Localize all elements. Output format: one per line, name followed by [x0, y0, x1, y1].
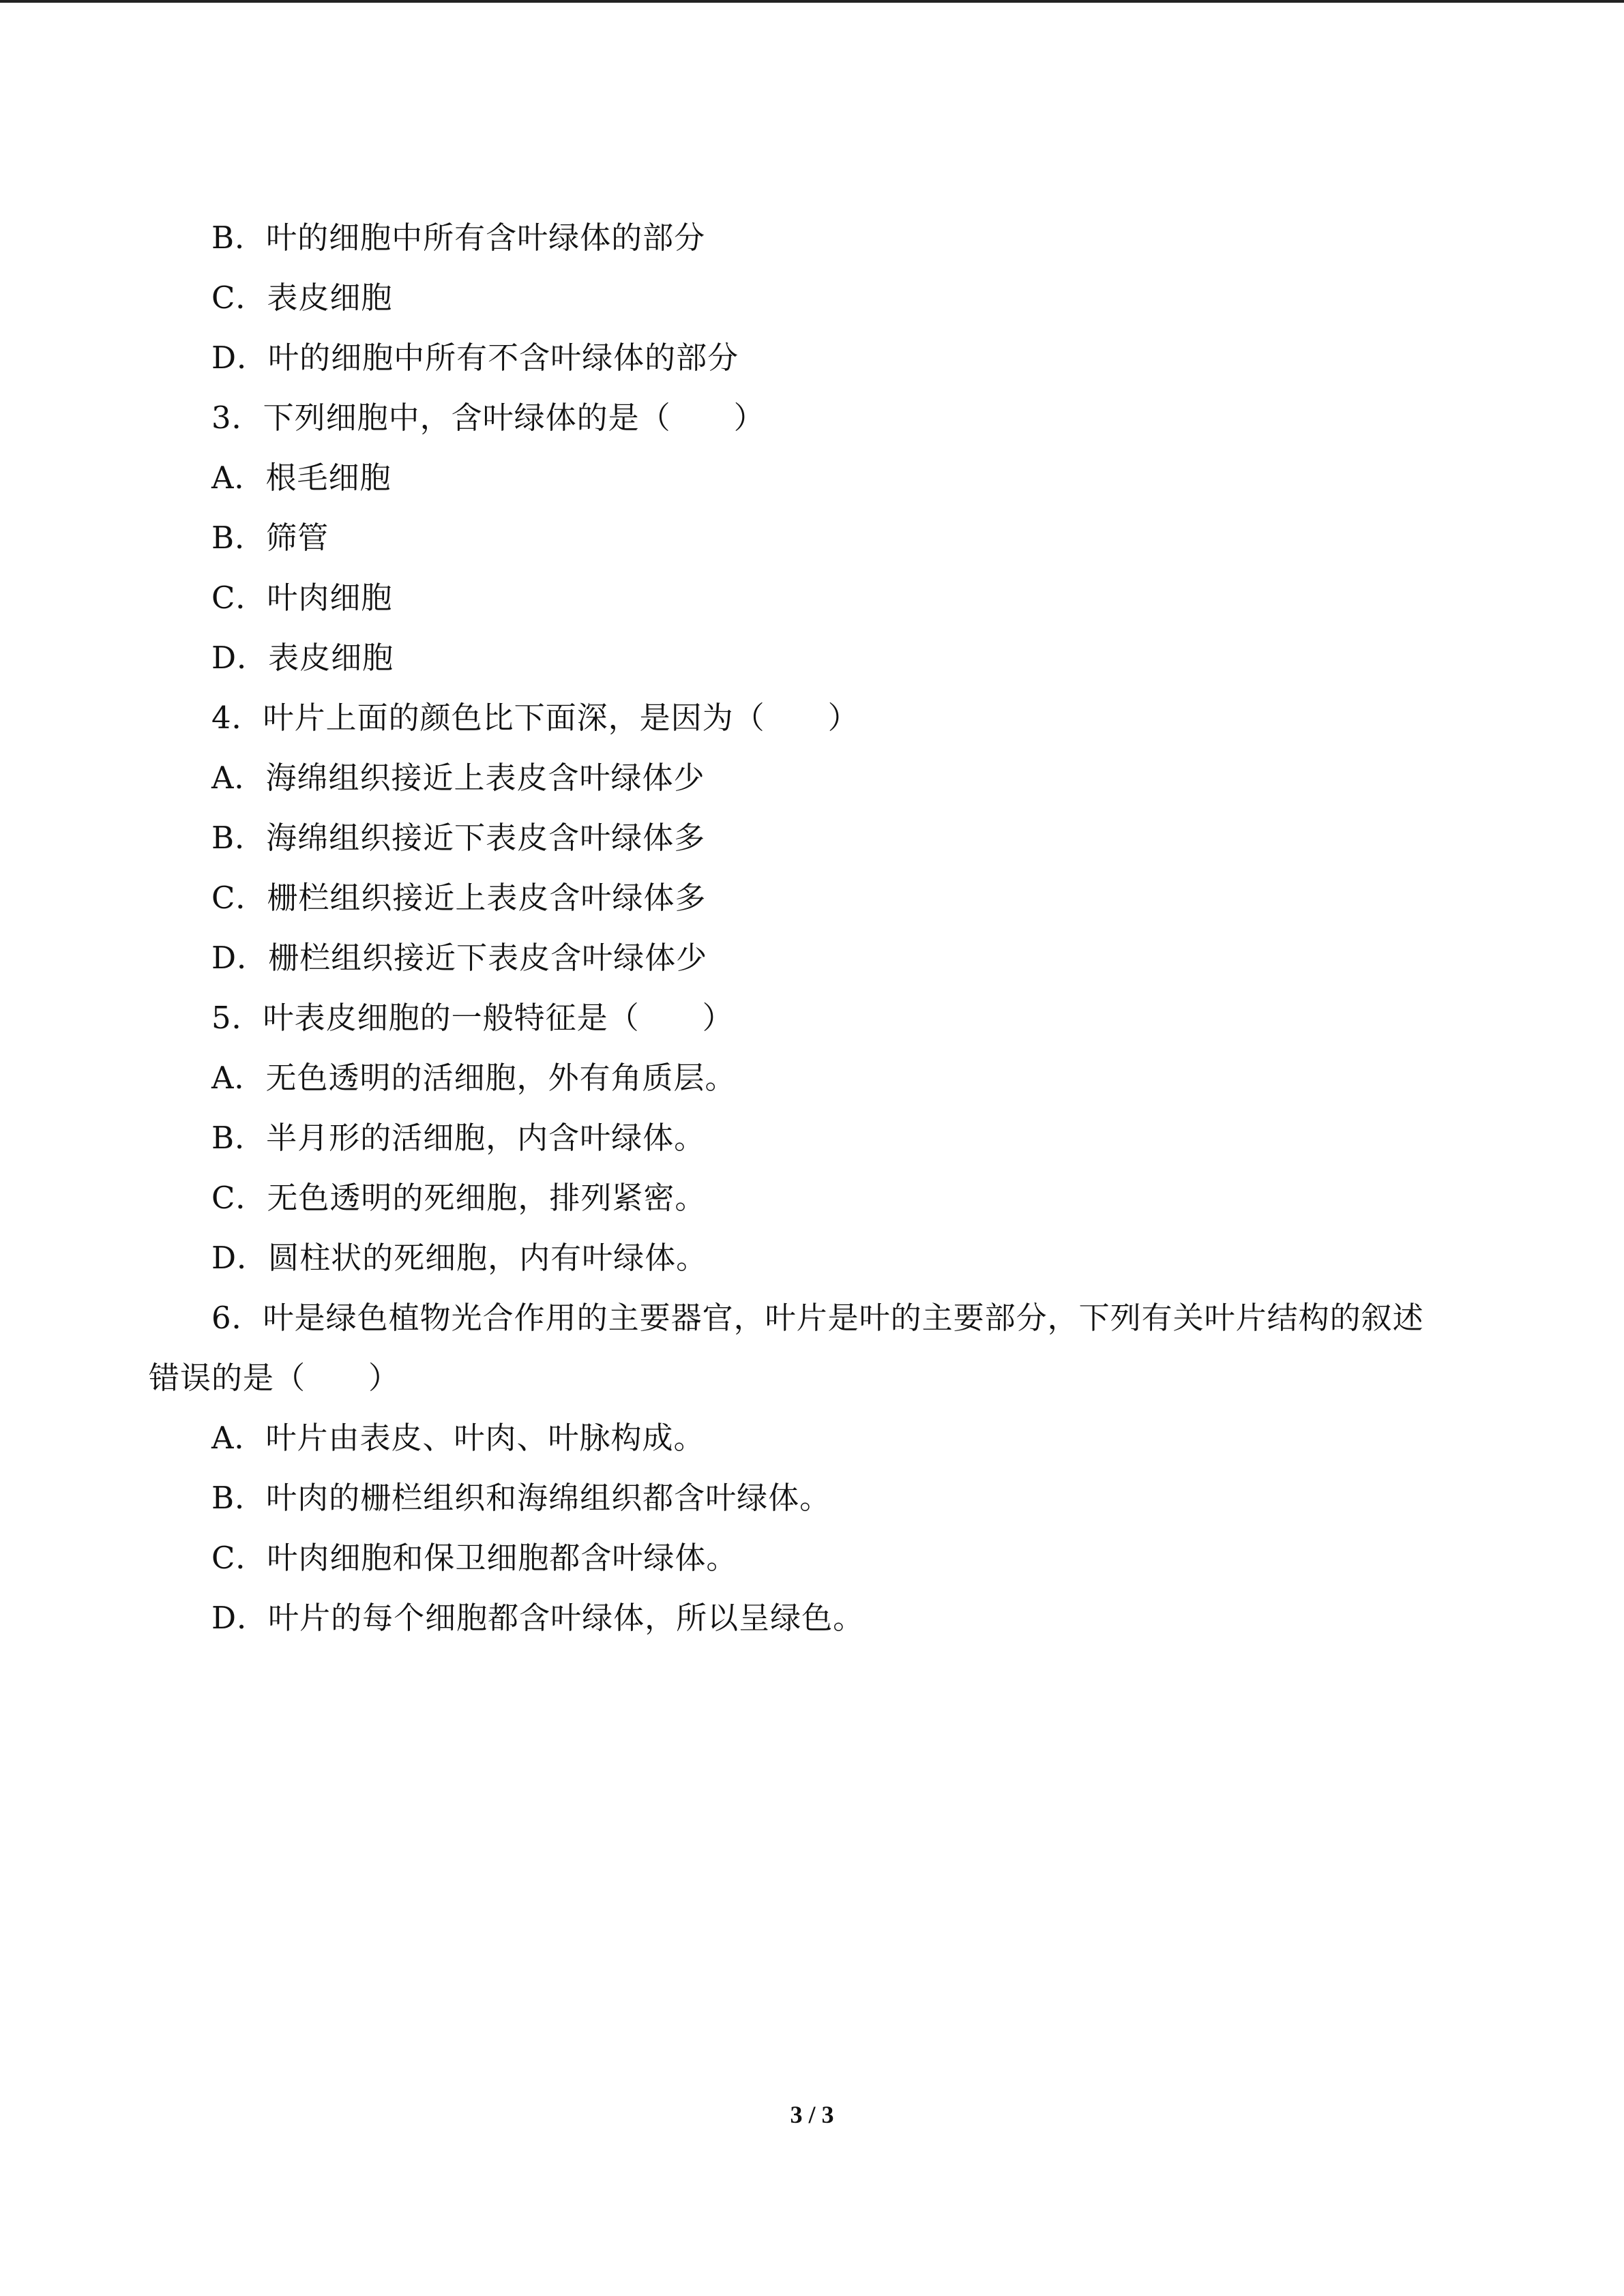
q6-stem-line1: 6．叶是绿色植物光合作用的主要器官，叶片是叶的主要部分，下列有关叶片结构的叙述	[211, 1300, 1424, 1336]
q4-option-b: B．海绵组织接近下表皮含叶绿体多	[211, 820, 706, 856]
q4-option-a: A．海绵组织接近上表皮含叶绿体少	[211, 760, 705, 796]
q6-option-a: A．叶片由表皮、叶肉、叶脉构成。	[211, 1420, 705, 1456]
q3-option-c: C．叶肉细胞	[211, 580, 393, 616]
q4-stem: 4．叶片上面的颜色比下面深，是因为（ ）	[211, 700, 859, 736]
q5-option-d: D．圆柱状的死细胞，内有叶绿体。	[211, 1240, 708, 1276]
q5-option-b: B．半月形的活细胞，内含叶绿体。	[211, 1120, 706, 1156]
q2-option-b: B．叶的细胞中所有含叶绿体的部分	[211, 220, 706, 256]
q5-option-c: C．无色透明的死细胞，排列紧密。	[211, 1180, 707, 1216]
q3-option-a: A．根毛细胞	[211, 460, 392, 496]
top-border	[0, 0, 1624, 3]
q5-stem: 5．叶表皮细胞的一般特征是（ ）	[211, 1000, 734, 1036]
q2-option-c: C．表皮细胞	[211, 280, 393, 316]
q6-stem-line2: 错误的是（ ）	[149, 1360, 400, 1396]
q6-option-b: B．叶肉的栅栏组织和海绵组织都含叶绿体。	[211, 1480, 831, 1516]
q3-option-d: D．表皮细胞	[211, 640, 394, 676]
question-content	[149, 208, 1479, 1648]
q6-option-c: C．叶肉细胞和保卫细胞都含叶绿体。	[211, 1540, 738, 1576]
q3-option-b: B．筛管	[211, 520, 329, 556]
q3-stem: 3．下列细胞中，含叶绿体的是（ ）	[211, 400, 765, 436]
q4-option-c: C．栅栏组织接近上表皮含叶绿体多	[211, 880, 707, 916]
q5-option-a: A．无色透明的活细胞，外有角质层。	[211, 1060, 737, 1096]
q4-option-d: D．栅栏组织接近下表皮含叶绿体少	[211, 940, 708, 976]
page-number: 3 / 3	[790, 2101, 834, 2128]
q6-option-d: D．叶片的每个细胞都含叶绿体，所以呈绿色。	[211, 1600, 865, 1636]
q2-option-d: D．叶的细胞中所有不含叶绿体的部分	[211, 340, 739, 376]
